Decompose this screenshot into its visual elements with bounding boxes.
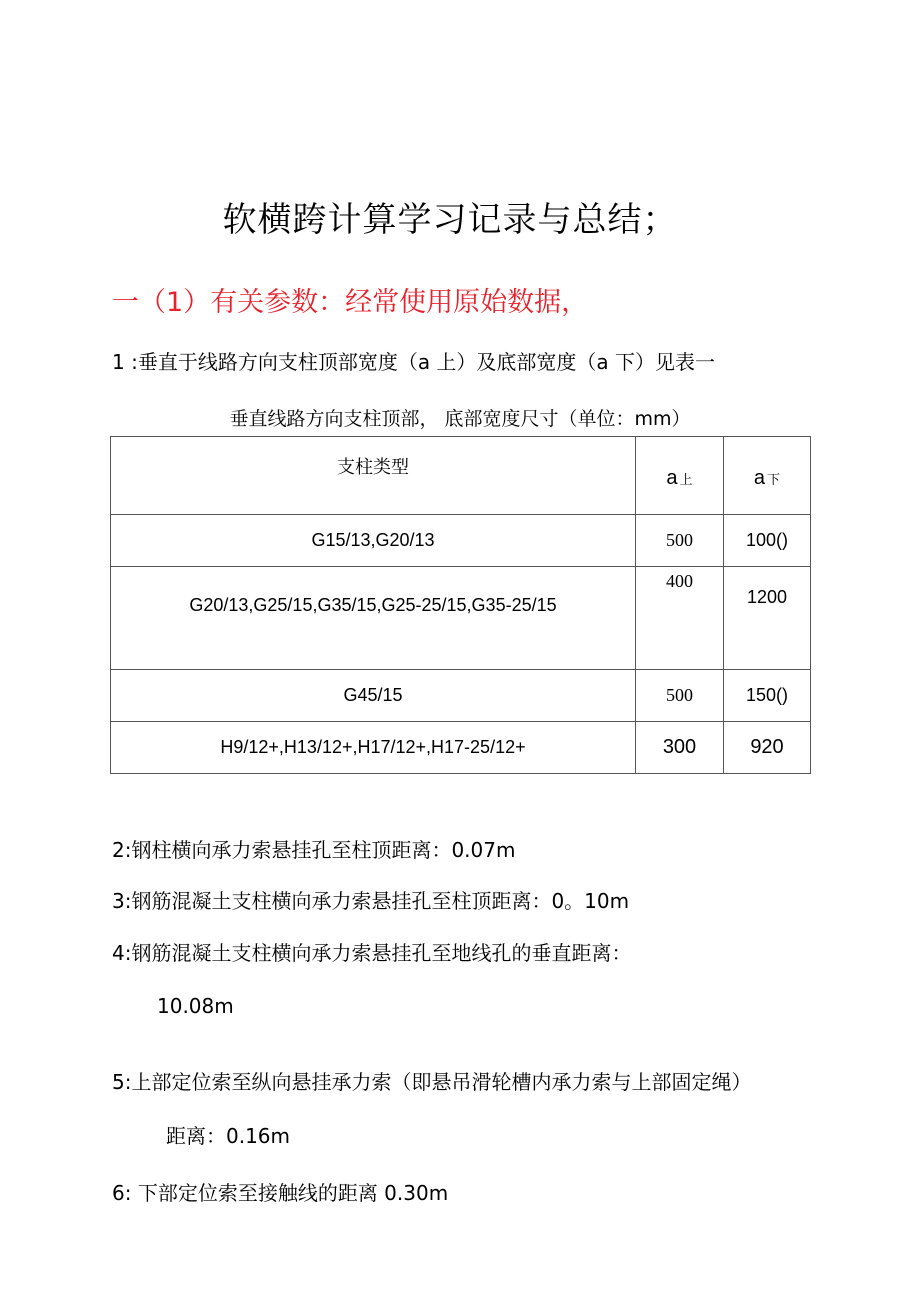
row-a-bottom: 1200: [724, 567, 811, 670]
row-a-top: 400: [636, 567, 724, 670]
header-a-bottom: [724, 437, 811, 515]
row-a-top: 300: [636, 722, 724, 774]
table-caption: 垂直线路方向支柱顶部， 底部宽度尺寸（单位：mm）: [229, 408, 691, 430]
item-2-text: 2:钢柱横向承力索悬挂孔至柱顶距离：0.07m: [112, 838, 516, 862]
item-1-text: 1 :垂直于线路方向支柱顶部宽度（a 上）及底部宽度（a 下）见表一: [112, 350, 716, 374]
pole-width-table: [110, 436, 811, 774]
row-a-bottom: 100(): [724, 515, 811, 567]
row-a-top: 500: [636, 670, 724, 722]
row-pole-type: G20/13,G25/15,G35/15,G25-25/15,G35-25/15: [111, 567, 636, 670]
header-pole-type: 支柱类型: [111, 437, 636, 515]
table-row: [111, 722, 811, 774]
header-a-bottom-sub: 下: [767, 472, 781, 487]
item-6-text: 6: 下部定位索至接触线的距离 0.30m: [112, 1181, 449, 1205]
item-5-text: 5:上部定位索至纵向悬挂承力索（即悬吊滑轮槽内承力索与上部固定绳）: [112, 1070, 752, 1094]
table-header-row: [111, 437, 811, 515]
item-4-value: 10.08m: [157, 994, 234, 1018]
header-a-bottom-main: a: [753, 467, 766, 489]
section-heading: 一（1）有关参数：经常使用原始数据，: [112, 287, 589, 318]
row-pole-type: H9/12+,H13/12+,H17/12+,H17-25/12+: [111, 722, 636, 774]
document-title: 软横跨计算学习记录与总结；: [222, 200, 678, 240]
row-a-bottom: 150(): [724, 670, 811, 722]
table-row: [111, 567, 811, 670]
row-pole-type: G15/13,G20/13: [111, 515, 636, 567]
item-5-value: 距离：0.16m: [166, 1124, 291, 1148]
header-a-top: [636, 437, 724, 515]
header-a-top-sub: 上: [679, 472, 693, 487]
table-row: [111, 670, 811, 722]
row-a-top: 500: [636, 515, 724, 567]
row-pole-type: G45/15: [111, 670, 636, 722]
item-3-text: 3:钢筋混凝土支柱横向承力索悬挂孔至柱顶距离：0。10m: [112, 889, 630, 913]
item-4-text: 4:钢筋混凝土支柱横向承力索悬挂孔至地线孔的垂直距离：: [112, 941, 632, 965]
header-a-top-main: a: [666, 467, 678, 489]
table-row: [111, 515, 811, 567]
row-a-bottom: 920: [724, 722, 811, 774]
